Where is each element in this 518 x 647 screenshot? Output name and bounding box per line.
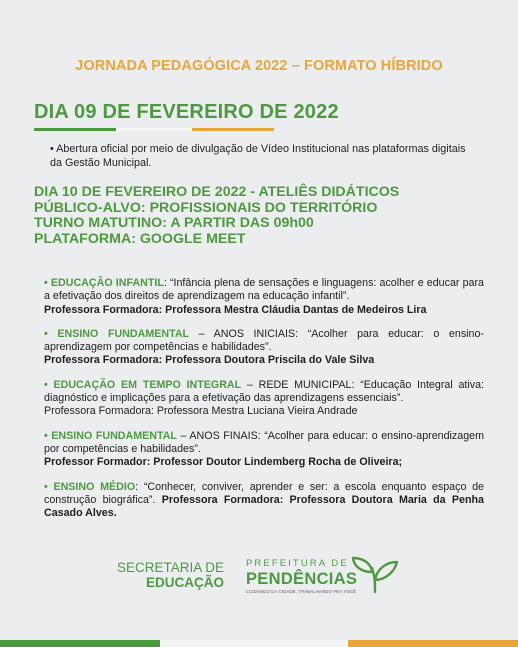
item-text: – ANOS FINAIS: “Acolher para educar: o ensino-aprendizagem por competências e habilidades”. bbox=[44, 429, 484, 455]
item-description bbox=[44, 430, 484, 457]
underline-orange bbox=[192, 128, 274, 131]
item-teacher: Professora Formadora: Professora Mestra Cláudia Dantas de Medeiros Lira bbox=[44, 303, 427, 316]
bottom-bar-green bbox=[0, 640, 160, 647]
day9-heading: DIA 09 DE FEVEREIRO DE 2022 bbox=[34, 101, 339, 123]
page-title: JORNADA PEDAGÓGICA 2022 – FORMATO HÍBRIDO bbox=[75, 58, 443, 74]
item-highlight: • ENSINO MÉDIO bbox=[44, 480, 136, 493]
prefeitura-line2: PENDÊNCIAS bbox=[246, 570, 358, 588]
list-item bbox=[44, 379, 484, 419]
item-highlight: • ENSINO FUNDAMENTAL bbox=[44, 327, 190, 340]
prefeitura-logo bbox=[246, 558, 357, 595]
underline-white bbox=[116, 128, 192, 131]
item-highlight: • EDUCAÇÃO INFANTIL bbox=[44, 277, 164, 289]
item-description bbox=[44, 379, 484, 406]
item-teacher: Professora Formadora: Professora Doutora Priscila do Vale Silva bbox=[44, 354, 375, 367]
underline-green bbox=[34, 128, 116, 131]
day10-schedule bbox=[34, 185, 399, 247]
secretaria-logo bbox=[117, 560, 224, 590]
item-text: – ANOS INICIAIS: “Acolher para educar: o ensino-aprendizagem por competências e habilidades”. bbox=[44, 327, 484, 354]
item-highlight: • EDUCAÇÃO EM TEMPO INTEGRAL bbox=[44, 378, 242, 391]
list-item bbox=[44, 277, 484, 317]
item-text: : “Conhecer, conviver, aprender e ser: a escola enquanto espaço de construção biográfica”. bbox=[44, 480, 484, 506]
day10-line-audience: PÚBLICO-ALVO: PROFISSIONAIS DO TERRITÓRIO bbox=[34, 199, 378, 216]
item-teacher: Professora Formadora: Professora Doutora Maria da Penha Casado Alves. bbox=[44, 493, 484, 520]
item-description bbox=[44, 328, 484, 355]
bottom-bar-white bbox=[160, 640, 348, 647]
heading-underline bbox=[34, 128, 274, 131]
prefeitura-line1: PREFEITURA DE bbox=[246, 558, 349, 569]
footer bbox=[0, 552, 518, 602]
item-teacher: Professor Formador: Professor Doutor Lindemberg Rocha de Oliveira; bbox=[44, 456, 403, 469]
bottom-color-bar bbox=[0, 640, 518, 647]
prefeitura-slogan: CUIDANDO DA CIDADE, TRABALHANDO PRA VOCÊ bbox=[246, 589, 357, 594]
list-item bbox=[44, 328, 484, 368]
secretaria-line2: EDUCAÇÃO bbox=[146, 575, 225, 590]
day9-bullet: • Abertura oficial por meio de divulgação de Vídeo Institucional nas plataformas digitais da Gestão Municipal. bbox=[50, 143, 466, 169]
secretaria-line1: SECRETARIA DE bbox=[117, 560, 225, 575]
day10-line-platform: PLATAFORMA: GOOGLE MEET bbox=[34, 230, 246, 247]
workshop-list bbox=[44, 277, 484, 531]
item-text: – REDE MUNICIPAL: “Educação Integral ativa: diagnóstico e implicações para a efetivação das aprendizagens essenciais”. bbox=[44, 378, 484, 405]
item-teacher: Professora Formadora: Professora Mestra Luciana Vieira Andrade bbox=[44, 405, 358, 418]
list-item bbox=[44, 430, 484, 470]
item-description bbox=[44, 481, 484, 521]
day10-line-shift: TURNO MATUTINO: A PARTIR DAS 09h00 bbox=[34, 215, 314, 231]
item-highlight: • ENSINO FUNDAMENTAL bbox=[44, 429, 177, 442]
bottom-bar-orange bbox=[348, 640, 518, 647]
item-text: : “Infância plena de sensações e linguagens: acolher e educar para a efetivação dos direitos de aprendizagem na educação infantil”. bbox=[44, 277, 484, 303]
sprout-icon bbox=[350, 556, 400, 594]
day10-line-date: DIA 10 DE FEVEREIRO DE 2022 - ATELIÊS DIDÁTICOS bbox=[34, 184, 400, 200]
list-item bbox=[44, 481, 484, 521]
item-description bbox=[44, 277, 484, 304]
